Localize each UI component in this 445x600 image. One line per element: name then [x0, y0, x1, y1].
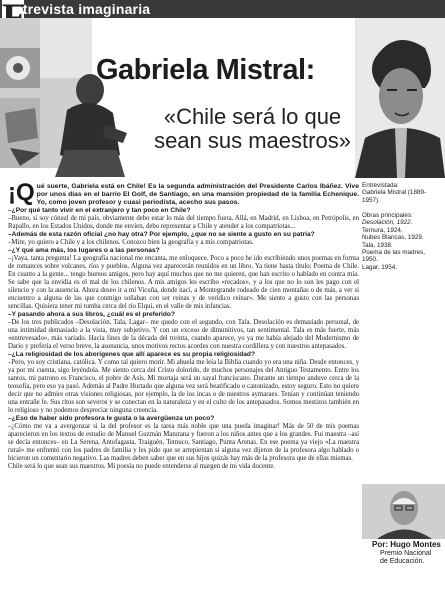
article-blocks [8, 207, 359, 471]
works-item: Desolación, 1922. [362, 219, 413, 227]
headline-quote: «Chile será lo que sean sus maestros» [154, 104, 351, 153]
works-label: Obras principales: [362, 212, 413, 219]
interview-answer: –Pero, yo soy cristiana, católica. Y como tal quiero morir. Mi abuela me leía la Biblia cuando yo era una niña. Desde entonces, y ya por mi cuenta, sigo leyéndola. Me siento cerca del Cristo dolorido, de muchos personajes del Antiguo Testamento. Entre los santos, mi patrono es Francisco, el pobre de Asís. Mi mortaja será un sayal franciscano. Durante un tiempo anduve cerca de la teosofía, pero eso ya pasó. Además al Padre Hurtado que alguna vez será beatificado o canonizado, estoy seguro. Esto no quiere decir que no admire otras visiones religiosas, por ejemplo, la de los incas o de nuestros aymaraes. Tenían y continúan teniendo una entrañe fe. Sus ritos son severos y se conectan en la naturaleza y en el culto de los antepasados. Somos mestizos también en lo religioso y no podemos despreciar ninguna creencia. [8, 359, 359, 414]
dropcap: ¡Q [8, 179, 35, 206]
article-intro [8, 179, 359, 207]
sidebar [362, 172, 445, 600]
interview-question: –¿La religiosidad de los aborígenes que allí aparece es su propia religiosidad? [8, 351, 255, 358]
intro-text: ué suerte, Gabriela está en Chile! Es la segunda administración del Presidente Carlos Ibáñez. Vive por unos días en el barrio El Golf, de Santiago, en una mansión propiedad de la familia Echenique. Yo, como joven profesor y cuasi periodista, acecho sus pasos. [36, 183, 359, 206]
credit-award-line2: de Educación. [380, 558, 425, 565]
works-item: Tala, 1938. [362, 241, 393, 249]
interviewee-name-title: Gabriela Mistral: [96, 54, 315, 86]
interviewer-credit [362, 540, 445, 600]
works-item: Nubes Blancas, 1929. [362, 234, 424, 242]
works-item: Lagar, 1954. [362, 263, 398, 271]
interview-answer: –Mire, yo quiero a Chile y a los chilenos. Conozco bien la geografía y a mis compatriotas. [8, 239, 254, 246]
credit-award-line1: Premio Nacional [380, 550, 432, 557]
section-title: ntrevista imaginaria [14, 1, 151, 17]
subject-block [362, 182, 442, 204]
portrait-photo [355, 18, 445, 178]
interview-answer: –¡Vaya, tanta pregunta! La geografía nacional me encanta, me enloquece. Poco a poco he ido escribiendo unos poemas en forma de romances sobre volcanes, ríos y pueblos. Alguna vez aparecerán reunidos en un libro. Ya tiene hasta título: Poema de Chile. En cuanto a la gente... tengo buenos amigos, pero hay aquí muchos que no me quieren, que han escrito o hablado en contra mía. Se sabe que la envidia es el mal de los chilenos. A mis amigos les escribo «recados», y a los que no lo son les pago con el silencio y con la ausencia. Ahora deseo ir a mi Vicuña, donde nací, a Montegrande rodeado de cien montañas o de más, a ver si encuentro a alguna de las que conmigo soñaban con ser reinas y de verídico reinar». Me siento a gusto con las personas sencillas. Quisiera tener mi tumba cerca del río Elqui, en el valle de mis infancias. [8, 255, 359, 310]
works-item: Ternura, 1924. [362, 226, 403, 234]
interview-question: –¿Eso de haber sido profesora le gusta o la avergüenza un poco? [8, 415, 215, 422]
works-block [362, 212, 442, 271]
credit-author: Por: Hugo Montes [372, 540, 441, 549]
subject-label: Entrevistada: [362, 182, 399, 189]
interview-question: –Y pasando ahora a sus libros, ¿cuál es el preferido? [8, 311, 175, 318]
subject-value: Gabriela Mistral (1889-1957). [362, 189, 427, 204]
interview-question: –Además de esta razón oficial ¿no hay otra? Por ejemplo, ¿que no se siente a gusto en su patria? [8, 231, 315, 238]
interview-answer: –¿Cómo me va a avergonzar si la del profesor es la tarea más noble que una pueda imaginar! Más de 50 de mis poemas aparecieron en los textos de estudio de Manuel Guzmán Maturana y fueron a los niños antes que a los grandes. Fui maestra –así se decía entonces– en La Serena, Antofagasta, Traiguén, Temuco, Santiago, Punta Arenas. En ese poema ya viejo «La maestra rural» me enfrentó con los padres de familia y les pido que se arrepientan si alguna vez dijeron de la profesora algo hablado o hicieron un comentario negativo. Las madres deben saber que en sus hijos quizás hay más de la profesora que de ellas mismas. [8, 423, 359, 462]
interview-question: –¿Y qué ama más, los lugares o a las personas? [8, 247, 160, 254]
interview-question: –¿Por qué tanto vivir en el extranjero y tan poco en Chile? [8, 207, 191, 214]
interview-answer: Chile será lo que sean sus maestros. Mi poesía no puede entenderse al margen de mi vida docente. [8, 463, 275, 470]
interview-answer: –Bueno, si soy cónsul de mi país, obviamente debo estar lo más del tiempo fuera. Allá, en Madrid, en Lisboa, en Petrópolis, en Rapallo, en los Estados Unidos, donde me envíen, debo representar a Chile y atender a los compatriotas... [8, 215, 359, 230]
works-item: Poema de las madres, 1950. [362, 249, 425, 264]
interview-answer: –De los tres publicados –Desolación, Tala, Lagar– me quedo con el segundo, con Tala. Desolación es demasiado personal, de una intimidad demasiado a la vista, muy subjetivo. Y con un exceso de dimunitivos, tan sentimental. Tala es más fuerte, más «entrevesado», más variado. Hacia fines de la década del treinta, cuando aparece, yo ya me había alejado del Modernismo de Darío y prefería el verso breve, la asonancia, unos motivos rectos acordes con nuestra cordillera y con nuestros antepasados. [8, 319, 359, 350]
article-body [8, 179, 359, 600]
interviewer-photo [362, 484, 445, 539]
